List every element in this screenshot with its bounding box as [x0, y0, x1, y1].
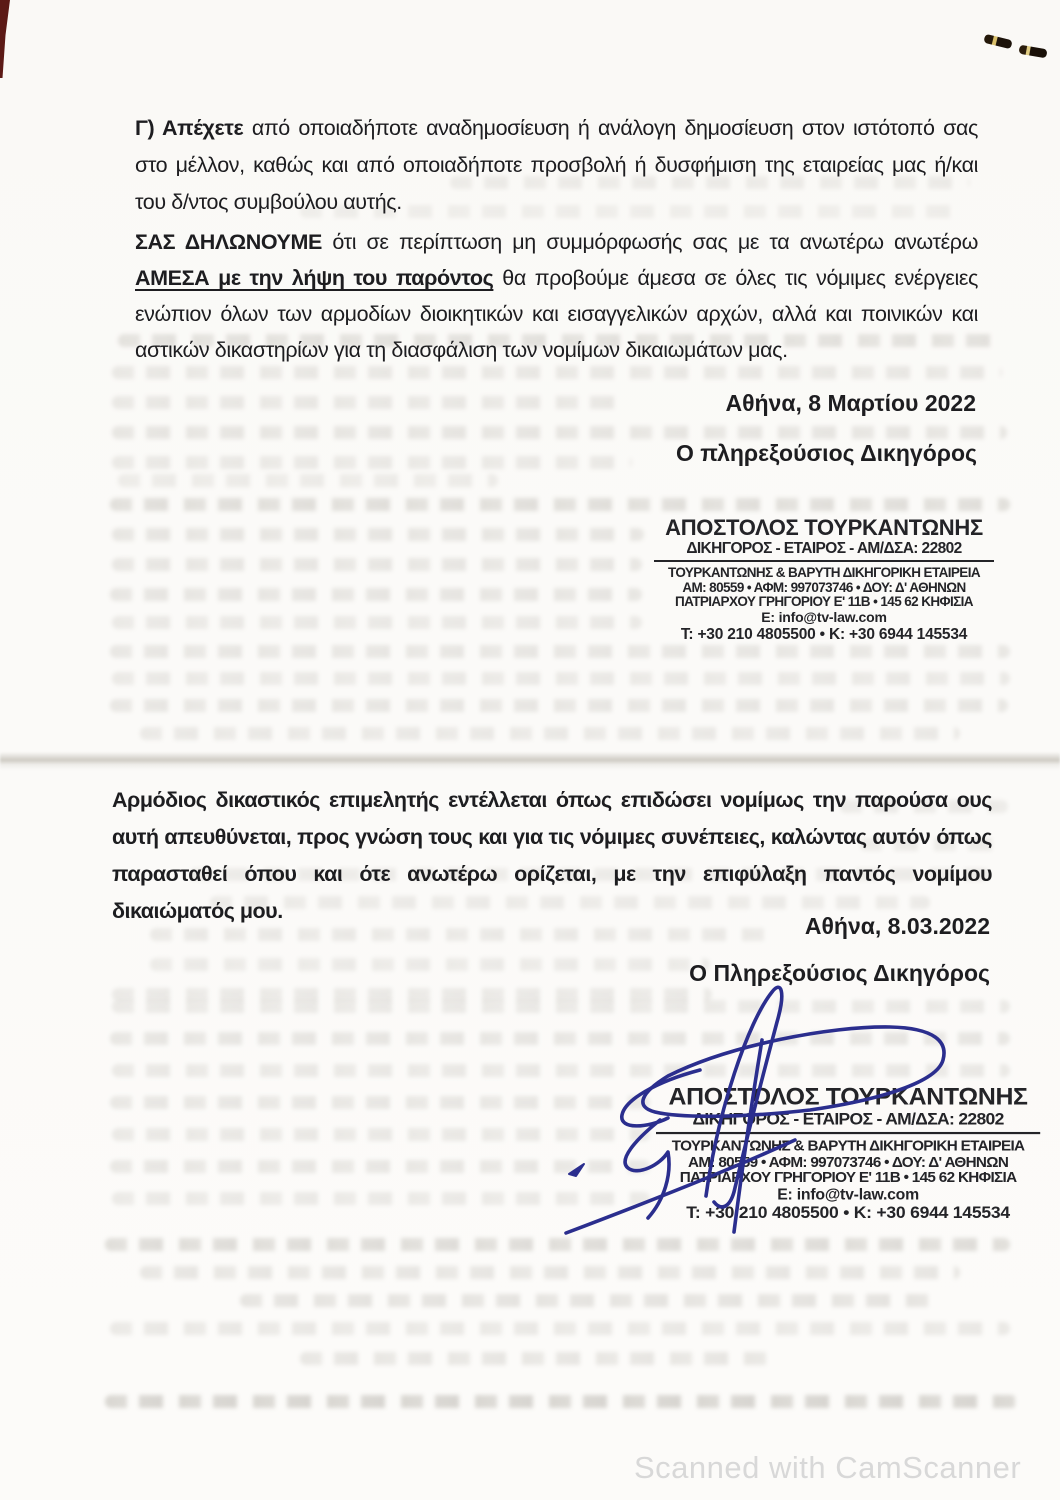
bleedthrough-line: [112, 456, 632, 469]
bleedthrough-line: [110, 645, 1010, 658]
stamp-registration: ΑΜ: 80559 • ΑΦΜ: 997073746 • ΔΟΥ: Δ' ΑΘΗΝΩΝ: [682, 579, 966, 595]
bleedthrough-line: [105, 1395, 1017, 1408]
signer-title-2: Ο Πληρεξούσιος Δικηγόρος: [689, 960, 990, 986]
bleedthrough-line: [112, 396, 627, 409]
paragraph-abstain: [135, 110, 978, 221]
bleedthrough-line: [112, 1192, 650, 1205]
bleedthrough-line: [112, 528, 644, 541]
bleedthrough-line: [110, 1096, 650, 1109]
bleedthrough-line: [110, 1322, 1010, 1335]
lawyer-stamp-1: [654, 516, 994, 644]
staple-mark-2: [1018, 45, 1047, 59]
fold-crease: [0, 752, 1060, 770]
date-line-2: Αθήνα, 8.03.2022: [804, 913, 990, 939]
bleedthrough-line: [112, 1064, 1010, 1077]
stamp-email: Ε: info@tv-law.com: [761, 608, 887, 625]
text-run: από οποιαδήποτε αναδημοσίευση ή ανάλογη δημοσίευση στον ιστότοπό σας στο μέλλον, καθώς και από οποιαδήποτε προσβολή ή δυσφήμιση της εταιρείας μας ή/και του δ/ντος συμβούλου αυτής.: [135, 116, 978, 214]
stamp-address: ΠΑΤΡΙΑΡΧΟΥ ΓΡΗΓΟΡΙΟΥ Ε' 11Β • 145 62 ΚΗΦΙΣΙΑ: [679, 1169, 1017, 1186]
bleedthrough-line: [112, 426, 1007, 439]
bleedthrough-line: [105, 1238, 1010, 1251]
date-line-1: Αθήνα, 8 Μαρτίου 2022: [725, 390, 976, 416]
text-run: ότι σε περίπτωση μη συμμόρφωσής σας με τα ανωτέρω ανωτέρω: [332, 230, 978, 254]
signer-title-1: Ο πληρεξούσιος Δικηγόρος: [676, 440, 977, 466]
staple-mark-1: [983, 34, 1012, 50]
stamp-firm: ΤΟΥΡΚΑΝΤΩΝΗΣ & ΒΑΡΥΤΗ ΔΙΚΗΓΟΡΙΚΗ ΕΤΑΙΡΕΙΑ: [667, 565, 981, 580]
stamp-role: ΔΙΚΗΓΟΡΟΣ - ΕΤΑΙΡΟΣ - ΑΜ/ΔΣΑ: 22802: [656, 1110, 1040, 1134]
bleedthrough-line: [112, 1000, 1010, 1013]
stamp-firm: ΤΟΥΡΚΑΝΤΩΝΗΣ & ΒΑΡΥΤΗ ΔΙΚΗΓΟΡΙΚΗ ΕΤΑΙΡΕΙΑ: [671, 1137, 1025, 1154]
stamp-name: ΑΠΟΣΤΟΛΟΣ ΤΟΥΡΚΑΝΤΩΝΗΣ: [665, 515, 983, 540]
bleedthrough-line: [118, 474, 498, 487]
text-run: Γ) Απέχετε: [135, 116, 252, 140]
bleedthrough-line: [112, 558, 642, 571]
signature-stroke-tick: [569, 1164, 584, 1176]
stamp-address: ΠΑΤΡΙΑΡΧΟΥ ΓΡΗΓΟΡΙΟΥ Ε' 11Β • 145 62 ΚΗΦΙΣΙΑ: [675, 594, 973, 609]
bleedthrough-line: [110, 1032, 1010, 1045]
bleedthrough-line: [240, 1294, 940, 1307]
paragraph-bailiff: Αρμόδιος δικαστικός επιμελητής εντέλλεται όπως επιδώσει νομίμως την παρούσα ους αυτή απευθύνεται, προς γνώση τους και για τις νόμιμες συνέπειες, καλώντας αυτόν όπως παρασταθεί όπου και ότε ανωτέρω ορίζεται, με την επιφύλαξη παντός νομίμου δικαιώματός μου.: [112, 788, 992, 923]
bleedthrough-line: [110, 699, 1008, 712]
paragraph-declaration: [135, 224, 978, 368]
bleedthrough-line: [110, 588, 642, 601]
bleedthrough-line: [112, 616, 642, 629]
camscanner-watermark: Scanned with CamScanner: [634, 1450, 1022, 1485]
bleedthrough-line: [110, 1160, 650, 1173]
bleedthrough-line: [150, 958, 710, 971]
text-run: ΣΑΣ ΔΗΛΩΝΟΥΜΕ: [135, 230, 333, 254]
bleedthrough-line: [140, 1266, 960, 1279]
bleedthrough-line: [112, 988, 712, 1001]
bleedthrough-line: [112, 672, 1010, 685]
bleedthrough-line: [140, 727, 960, 740]
text-run: θα προβούμε άμεσα σε όλες τις νόμιμες ενέργειες ενώπιον όλων των αρμοδίων διοικητικών και εισαγγελικών αρχών, αλλά και ποινικών και αστικών δικαστηρίων για τη διασφάλιση των νομίμων δικαιωμάτων μας.: [135, 266, 978, 362]
text-run: ΑΜΕΣΑ με την λήψη του παρόντος: [135, 266, 494, 290]
stamp-phone: Τ: +30 210 4805500 • Κ: +30 6944 145534: [680, 625, 968, 643]
bleedthrough-line: [110, 498, 1010, 511]
stamp-name: ΑΠΟΣΤΟΛΟΣ ΤΟΥΡΚΑΝΤΩΝΗΣ: [668, 1082, 1028, 1111]
stamp-phone: Τ: +30 210 4805500 • Κ: +30 6944 145534: [686, 1203, 1010, 1222]
stamp-email: Ε: info@tv-law.com: [777, 1184, 919, 1203]
bleedthrough-line: [112, 1128, 650, 1141]
bleedthrough-line: [300, 1352, 770, 1365]
lawyer-stamp-2: [656, 1084, 1040, 1223]
stamp-registration: ΑΜ: 80559 • ΑΦΜ: 997073746 • ΔΟΥ: Δ' ΑΘΗΝΩΝ: [688, 1153, 1009, 1170]
scan-edge-artifact: [0, 0, 10, 78]
stamp-role: ΔΙΚΗΓΟΡΟΣ - ΕΤΑΙΡΟΣ - ΑΜ/ΔΣΑ: 22802: [654, 540, 994, 562]
